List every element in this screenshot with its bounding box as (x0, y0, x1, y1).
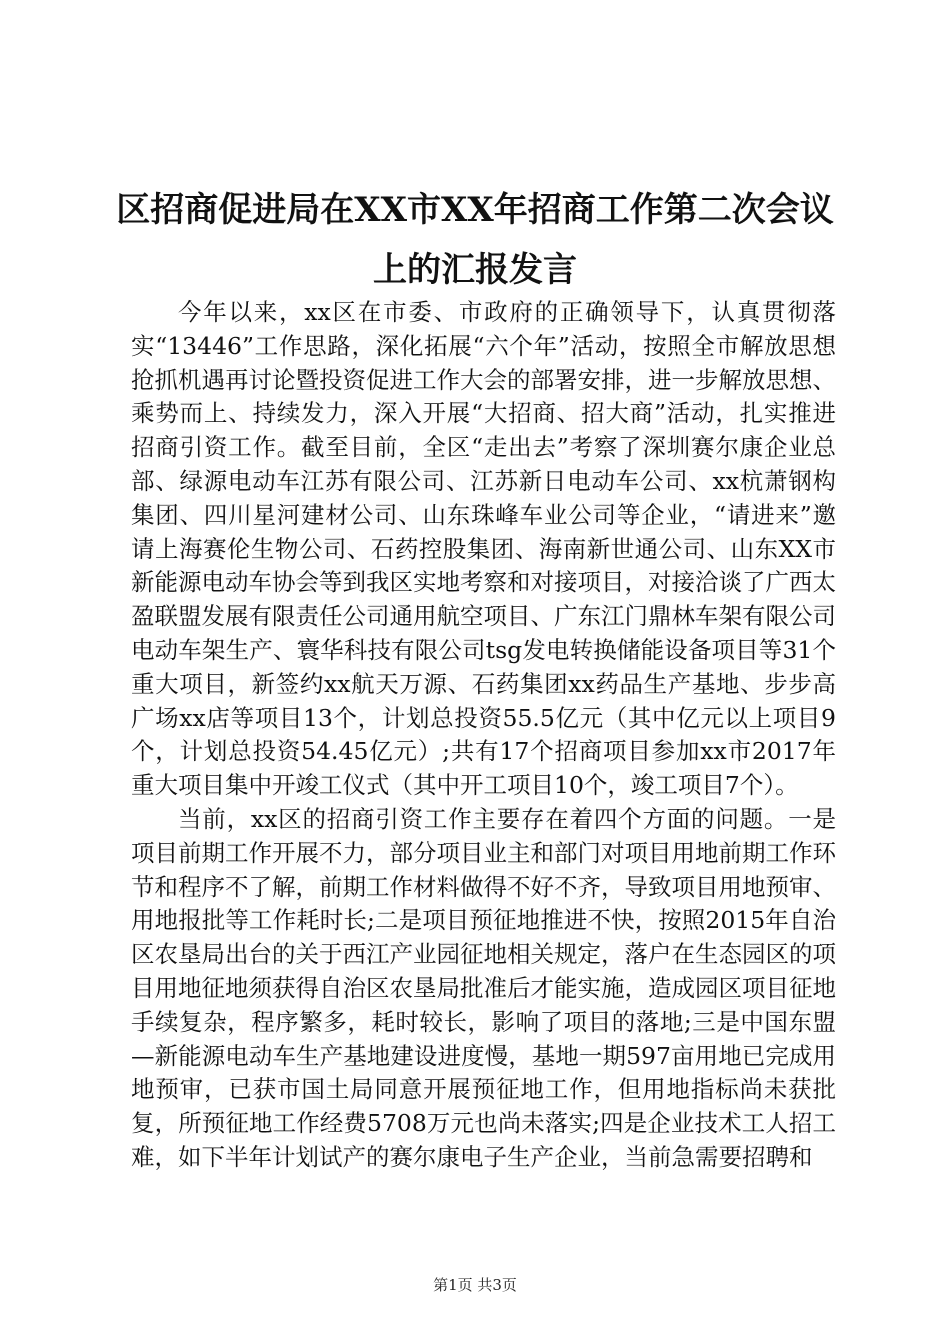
document-title: 区招商促进局在XX市XX年招商工作第二次会议上的汇报发言 (116, 190, 834, 290)
document-body (131, 296, 836, 1175)
page-footer: 第1页 共3页 (433, 1276, 517, 1294)
paragraph-2: 当前，xx区的招商引资工作主要存在着四个方面的问题。一是项目前期工作开展不力，部分项目业主和部门对项目用地前期工作环节和程序不了解，前期工作材料做得不好不齐，导致项目用地预审、用地报批等工作耗时长;二是项目预征地推进不快，按照2015年自治区农垦局出台的关于西江产业园征地相关规定，落户在生态园区的项目用地征地须获得自治区农垦局批准后才能实施，造成园区项目征地手续复杂，程序繁多，耗时较长，影响了项目的落地;三是中国东盟—新能源电动车生产基地建设进度慢，基地一期597亩用地已完成用地预审，已获市国土局同意开展预征地工作，但用地指标尚未获批复，所预征地工作经费5708万元也尚未落实;四是企业技术工人招工难，如下半年计划试产的赛尔康电子生产企业，当前急需要招聘和 (131, 804, 836, 1171)
paragraph-1: 今年以来，xx区在市委、市政府的正确领导下，认真贯彻落实“13446”工作思路，深化拓展“六个年”活动，按照全市解放思想抢抓机遇再讨论暨投资促进工作大会的部署安排，进一步解放思想、乘势而上、持续发力，深入开展“大招商、招大商”活动，扎实推进招商引资工作。截至目前，全区“走出去”考察了深圳赛尔康企业总部、绿源电动车江苏有限公司、江苏新日电动车公司、xx杭萧钢构集团、四川星河建材公司、山东珠峰车业公司等企业，“请进来”邀请上海赛伦生物公司、石药控股集团、海南新世通公司、山东XX市新能源电动车协会等到我区实地考察和对接项目，对接洽谈了广西太盈联盟发展有限责任公司通用航空项目、广东江门鼎林车架有限公司电动车架生产、寰华科技有限公司tsg发电转换储能设备项目等31个重大项目，新签约xx航天万源、石药集团xx药品生产基地、步步高广场xx店等项目13个，计划总投资55.5亿元（其中亿元以上项目9个，计划总投资54.45亿元）;共有17个招商项目参加xx市2017年重大项目集中开竣工仪式（其中开工项目10个，竣工项目7个）。 (131, 298, 836, 800)
